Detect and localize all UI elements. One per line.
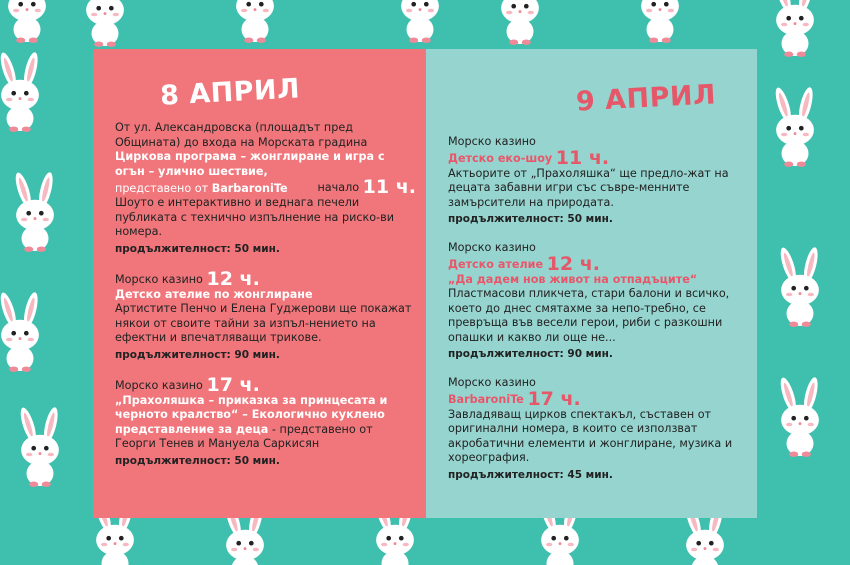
event-time: 17 ч. xyxy=(206,373,260,396)
day2-event-3 xyxy=(448,376,751,483)
event-start-label: начало xyxy=(317,181,360,194)
event-name: Циркова програма – жонглиране и игра с огън – улично шествие, xyxy=(115,150,385,178)
event-venue: Морско казино xyxy=(448,376,536,389)
day2-title: 9 АПРИЛ xyxy=(575,79,717,118)
event-description: Шоуто е интерактивно и веднага печели публиката с технично изпълнение на риско-ви номера. xyxy=(115,196,394,238)
day2-panel xyxy=(426,49,757,518)
event-subtitle: „Да дадем нов живот на отпадъците“ xyxy=(448,272,698,286)
event-time: 11 ч. xyxy=(362,176,416,198)
event-venue: Морско казино xyxy=(115,378,203,392)
event-duration: продължителност: 90 мин. xyxy=(448,348,613,360)
event-duration: продължителност: 50 мин. xyxy=(115,454,280,467)
event-presenter-prefix: представено от xyxy=(115,181,209,195)
day2-event-1 xyxy=(448,135,751,227)
event-description: Пластмасови пликчета, стари балони и всичко, което до днес смятахме за непо-требно, се превръща във весели герои, риби с разкошни опашки и какво ли още не... xyxy=(448,287,730,344)
day1-event-2 xyxy=(115,267,416,363)
event-name: „Прахоляшка – приказка за принцесата и черното кралство“ – Екологично куклено представление за деца xyxy=(115,393,388,436)
event-description: Завладяващ цирков спектакъл, съставен от оригинални номера, в които се използват акробатични елементи и жонглиране, музика и хореография. xyxy=(448,407,733,464)
event-venue: Морско казино xyxy=(448,135,536,148)
event-duration: продължителност: 50 мин. xyxy=(448,213,613,225)
event-name: Детско еко-шоу xyxy=(448,151,553,165)
event-venue: Морско казино xyxy=(115,272,203,286)
event-venue: Морско казино xyxy=(448,241,536,254)
day2-event-2 xyxy=(448,241,751,362)
event-presenter: BarbaroniTe xyxy=(211,181,288,195)
event-name: Детско ателие по жонглиране xyxy=(115,287,313,301)
event-name: BarbaroniTe xyxy=(448,392,524,406)
event-time: 17 ч. xyxy=(527,387,581,410)
event-duration: продължителност: 90 мин. xyxy=(115,348,280,361)
day1-event-3 xyxy=(115,373,416,469)
event-description: Актьорите от „Прахоляшка“ ще предло-жат на децата забавни игри със съвре-менните замърсители на природата. xyxy=(448,166,729,209)
event-duration: продължителност: 45 мин. xyxy=(448,468,613,481)
event-presenter-row xyxy=(115,176,416,198)
event-time: 12 ч. xyxy=(546,252,600,275)
event-description: - представено от Георги Тенев и Мануела Саркисян xyxy=(115,422,373,450)
event-duration: продължителност: 50 мин. xyxy=(115,242,280,255)
event-description: Артистите Пенчо и Елена Гуджерови ще покажат някои от своите тайни за изпъл-нението на ефектни и впечатляващи трикове. xyxy=(115,302,412,344)
event-name: Детско ателие xyxy=(448,257,544,271)
event-time: 11 ч. xyxy=(555,146,610,169)
event-time: 12 ч. xyxy=(206,267,260,290)
day1-event-1 xyxy=(115,121,416,257)
event-intro: От ул. Александровска (площадът пред Общината) до входа на Морската градина xyxy=(115,121,368,149)
day1-title: 8 АПРИЛ xyxy=(159,73,301,112)
day1-panel xyxy=(93,49,426,518)
